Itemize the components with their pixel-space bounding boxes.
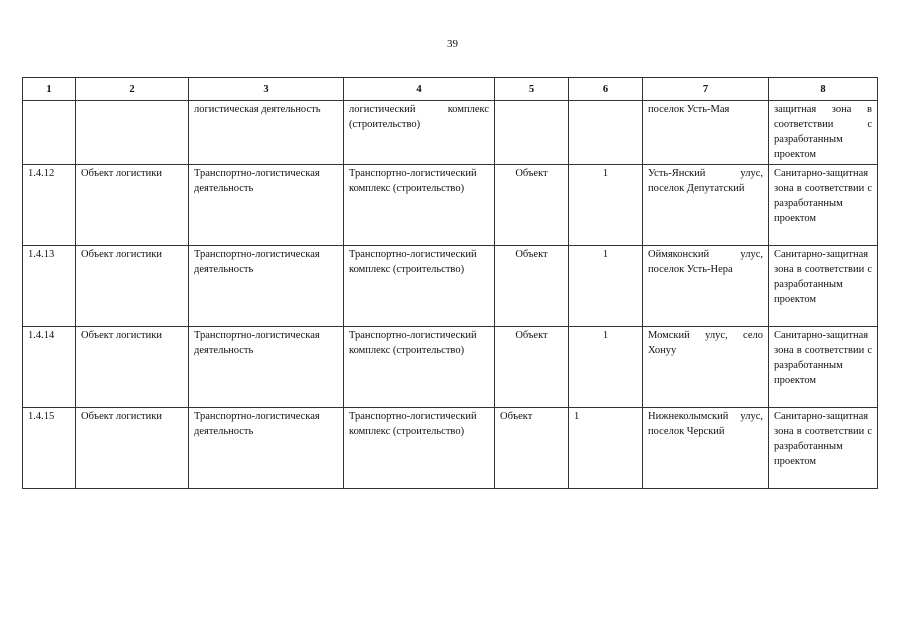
table-row bbox=[23, 408, 878, 489]
table-cell: поселок Усть-Мая bbox=[643, 101, 769, 165]
table-cell: Транспортно-логистическая деятельность bbox=[189, 408, 344, 489]
table-cell: 1 bbox=[569, 246, 643, 327]
column-header: 7 bbox=[643, 78, 769, 101]
table-cell: Санитарно-защитная зона в соответствии с разработанным проектом bbox=[769, 246, 878, 327]
table-cell bbox=[23, 101, 76, 165]
table-cell: Санитарно-защитная зона в соответствии с разработанным проектом bbox=[769, 327, 878, 408]
row-number: 1.4.13 bbox=[23, 246, 76, 327]
table-cell: Транспортно-логистическая деятельность bbox=[189, 327, 344, 408]
table-cell: логистический комплекс (строительство) bbox=[344, 101, 495, 165]
table-cell: Объект bbox=[495, 165, 569, 246]
table-row bbox=[23, 165, 878, 246]
table-cell: Транспортно-логистический комплекс (строительство) bbox=[344, 327, 495, 408]
table-row bbox=[23, 101, 878, 165]
table-cell: Объект логистики bbox=[76, 327, 189, 408]
table-cell bbox=[569, 101, 643, 165]
table-cell: Оймяконский улус, поселок Усть-Нера bbox=[643, 246, 769, 327]
table-cell: 1 bbox=[569, 327, 643, 408]
column-header: 4 bbox=[344, 78, 495, 101]
table-cell: Объект bbox=[495, 408, 569, 489]
table-cell: Объект bbox=[495, 246, 569, 327]
table-row bbox=[23, 246, 878, 327]
table-cell: 1 bbox=[569, 165, 643, 246]
column-header: 2 bbox=[76, 78, 189, 101]
table-cell: Объект bbox=[495, 327, 569, 408]
column-header: 3 bbox=[189, 78, 344, 101]
row-number: 1.4.15 bbox=[23, 408, 76, 489]
table-cell bbox=[495, 101, 569, 165]
table-row bbox=[23, 327, 878, 408]
row-number: 1.4.12 bbox=[23, 165, 76, 246]
table-cell: Транспортно-логистический комплекс (строительство) bbox=[344, 408, 495, 489]
table-cell: Объект логистики bbox=[76, 408, 189, 489]
table-cell: Объект логистики bbox=[76, 165, 189, 246]
table-cell: Транспортно-логистическая деятельность bbox=[189, 165, 344, 246]
column-header: 5 bbox=[495, 78, 569, 101]
table-cell bbox=[76, 101, 189, 165]
table-cell: Транспортно-логистический комплекс (строительство) bbox=[344, 246, 495, 327]
column-header: 1 bbox=[23, 78, 76, 101]
page-number: 39 bbox=[447, 38, 458, 50]
table-cell: логистическая деятельность bbox=[189, 101, 344, 165]
table-cell: Усть-Янский улус, поселок Депутатский bbox=[643, 165, 769, 246]
column-header: 8 bbox=[769, 78, 878, 101]
table-cell: Транспортно-логистическая деятельность bbox=[189, 246, 344, 327]
table-cell: 1 bbox=[569, 408, 643, 489]
table-cell: Нижнеколымский улус, поселок Черский bbox=[643, 408, 769, 489]
table-cell: Объект логистики bbox=[76, 246, 189, 327]
table-cell: Транспортно-логистический комплекс (строительство) bbox=[344, 165, 495, 246]
table-cell: Момский улус, село Хонуу bbox=[643, 327, 769, 408]
header-row bbox=[23, 78, 878, 101]
table-cell: Санитарно-защитная зона в соответствии с разработанным проектом bbox=[769, 165, 878, 246]
data-table bbox=[22, 77, 878, 489]
table-cell: Санитарно-защитная зона в соответствии с разработанным проектом bbox=[769, 408, 878, 489]
column-header: 6 bbox=[569, 78, 643, 101]
row-number: 1.4.14 bbox=[23, 327, 76, 408]
table-cell: защитная зона в соответствии с разработанным проектом bbox=[769, 101, 878, 165]
